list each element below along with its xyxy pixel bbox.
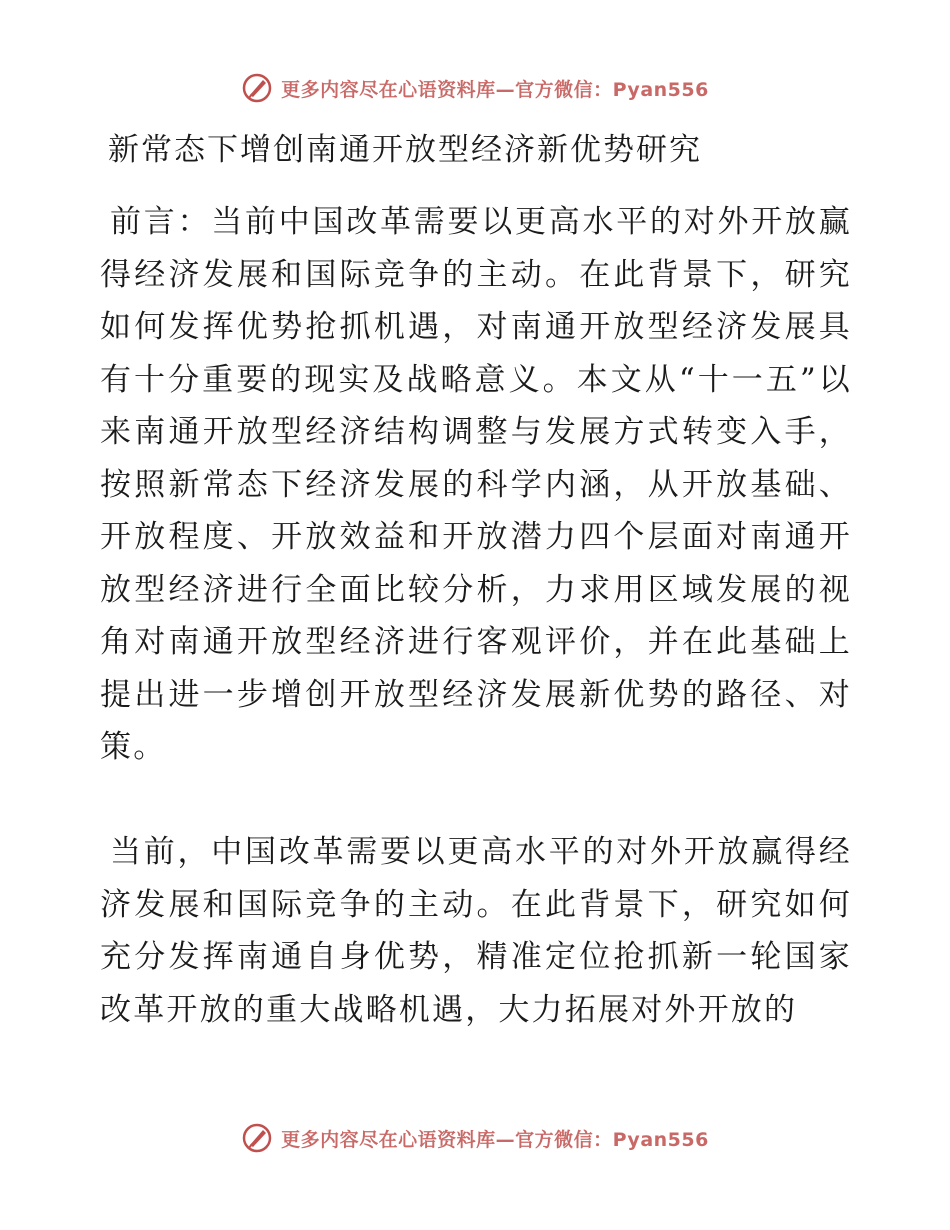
quill-seal-icon bbox=[241, 1122, 273, 1154]
footer-watermark bbox=[0, 1122, 950, 1154]
header-watermark bbox=[0, 72, 950, 104]
paragraph-preface: 前言：当前中国改革需要以更高水平的对外开放赢得经济发展和国际竞争的主动。在此背景下，研究如何发挥优势抢抓机遇，对南通开放型经济发展具有十分重要的现实及战略意义。本文从“十一五”以来南通开放型经济结构调整与发展方式转变入手，按照新常态下经济发展的科学内涵，从开放基础、开放程度、开放效益和开放潜力四个层面对南通开放型经济进行全面比较分析，力求用区域发展的视角对南通开放型经济进行客观评价，并在此基础上提出进一步增创开放型经济发展新优势的路径、对策。 bbox=[100, 204, 852, 765]
quill-seal-icon bbox=[241, 72, 273, 104]
watermark-text: 更多内容尽在心语资料库—官方微信：Pyan556 bbox=[281, 1128, 709, 1151]
paragraph-body: 当前，中国改革需要以更高水平的对外开放赢得经济发展和国际竞争的主动。在此背景下，研究如何充分发挥南通自身优势，精准定位抢抓新一轮国家改革开放的重大战略机遇，大力拓展对外开放的 bbox=[100, 834, 852, 1028]
document-title: 新常态下增创南通开放型经济新优势研究 bbox=[108, 132, 702, 168]
watermark-text: 更多内容尽在心语资料库—官方微信：Pyan556 bbox=[281, 78, 709, 101]
